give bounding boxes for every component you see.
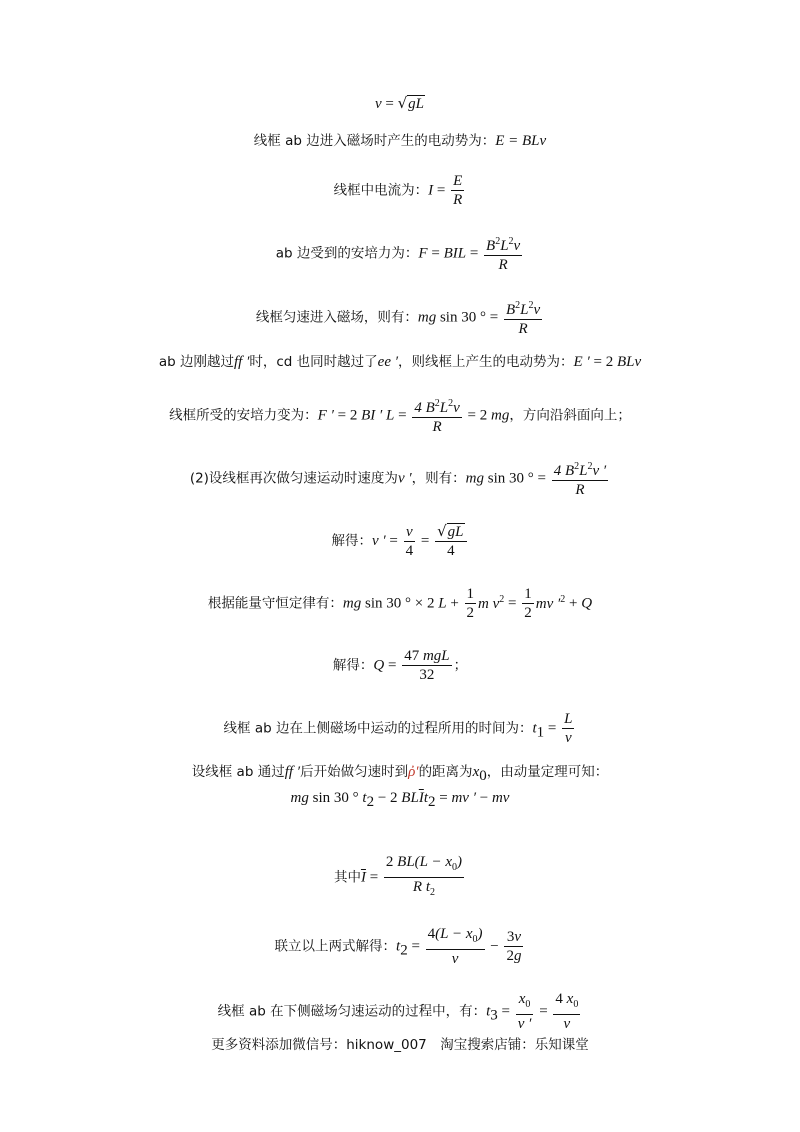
momentum-text-a: 设线框 ab 通过 xyxy=(191,764,285,780)
emf-formula: E = BLv xyxy=(495,133,547,149)
solve-v-prime-text: 解得： xyxy=(331,533,372,549)
momentum-text-b: 后开始做匀速时到 xyxy=(300,764,409,780)
lower-field-line: 线框 ab 在下侧磁场匀速运动的过程中，有：$t_3$ = $\frac{x_0}{v '}$ = $\frac{4 x_0}{v}$ xyxy=(217,991,579,1032)
formula-v-equals-sqrt-gl: v = √gL xyxy=(374,94,425,112)
emf-entering-line xyxy=(0,129,800,150)
energy-line: 根据能量守恒定律有：mg sin 30 ° × 2 L + $\frac{1}{2}$ m $v^2$ = $\frac{1}{2}$ mv $'^2 + Q$ xyxy=(207,586,593,621)
ampere-force-line: ab 边受到的安培力为：F = BIL = $\frac{B^2L^2v}{R}$ xyxy=(0,233,800,274)
momentum-setup-line: 设线框 ab 通过ff ′后开始做匀速时到ῤ′的距离为$x_0$，由动量定理可知： xyxy=(191,764,609,784)
momentum-equation: mg sin 30 ° $t_2 - 2$ $BL\overline{I}t_2$ = mv ′ − mv xyxy=(290,790,510,810)
second-uniform-mid: ，则有： xyxy=(411,470,466,487)
uniform-entry-line: 线框匀速进入磁场，则有：mg sin 30 ° = $\frac{B^2L^2v}{R}$ xyxy=(0,297,800,338)
uniform-entry-text: 线框匀速进入磁场，则有： xyxy=(255,309,418,326)
solve-v-prime-line: 解得：v ′ = $\frac{v}{4}$ = $\frac{√gL}{4}$ xyxy=(0,522,800,560)
upper-time-line: 线框 ab 边在上侧磁场中运动的过程所用的时间为：$t_1$ = $\frac{L}{v}$ xyxy=(223,711,573,746)
second-uniform-text: (2)设线框再次做匀速运动时速度为 xyxy=(189,470,398,487)
new-force-tail: ，方向沿斜面向上； xyxy=(509,407,631,424)
mean-current-line: 其中$\overline{I}$ = $\frac{2 BL(L - x_0)}{R t_2}$ xyxy=(333,854,463,898)
cross-line: ab 边刚越过ff ′时，cd 也同时越过了ee ′，则线框上产生的电动势为：E ′ = 2 BLv xyxy=(158,354,642,370)
combined-solve-line: 联立以上两式解得：$t_2$ = $\frac{4(L - x_0)}{v}$ − $\frac{3v}{2g}$ xyxy=(274,926,522,967)
energy-text: 根据能量守恒定律有： xyxy=(207,595,343,612)
momentum-text-d: ，由动量定理可知： xyxy=(486,764,609,780)
current-line: 线框中电流为：I = $\frac{E}{R}$ xyxy=(333,173,463,208)
footer-text: 更多资料添加微信号：hiknow_007 淘宝搜索店铺：乐知课堂 xyxy=(211,1037,589,1053)
mean-current-text: 其中 xyxy=(333,869,361,886)
solve-q-text: 解得： xyxy=(332,657,374,674)
current-text: 线框中电流为： xyxy=(333,182,429,199)
solve-q-tail: ； xyxy=(453,657,468,674)
cross-text-c: cd 也同时越过了 xyxy=(276,354,378,370)
cross-text-d: ，则线框上产生的电动势为： xyxy=(398,354,574,370)
combined-solve-text: 联立以上两式解得： xyxy=(274,938,397,955)
footer-promo xyxy=(0,1033,800,1053)
new-force-line: 线框所受的安培力变为：F ′ = 2 BI ′ L = $\frac{4 B^2L^2v}{R}$ = 2 mg，方向沿斜面向上； xyxy=(0,395,800,436)
lower-field-text: 线框 ab 在下侧磁场匀速运动的过程中，有： xyxy=(217,1003,487,1020)
new-force-text: 线框所受的安培力变为： xyxy=(169,407,318,424)
cross-text-a: ab 边刚越过 xyxy=(158,354,234,370)
solve-q-line: 解得：Q = $\frac{\text{47 mgL}}{32}$ ； xyxy=(332,648,468,683)
momentum-text-c: 的距离为 xyxy=(418,764,473,780)
upper-time-text: 线框 ab 边在上侧磁场中运动的过程所用的时间为： xyxy=(223,720,533,737)
ampere-force-text: ab 边受到的安培力为： xyxy=(275,245,419,262)
emf-entering-text: 线框 ab 边进入磁场时产生的电动势为： xyxy=(253,133,496,149)
cross-text-b: 时， xyxy=(249,354,277,370)
second-uniform-line: (2)设线框再次做匀速运动时速度为v ′，则有：mg sin 30 ° = $\frac{4 B^2L^2v '}{R}$ xyxy=(0,458,800,499)
